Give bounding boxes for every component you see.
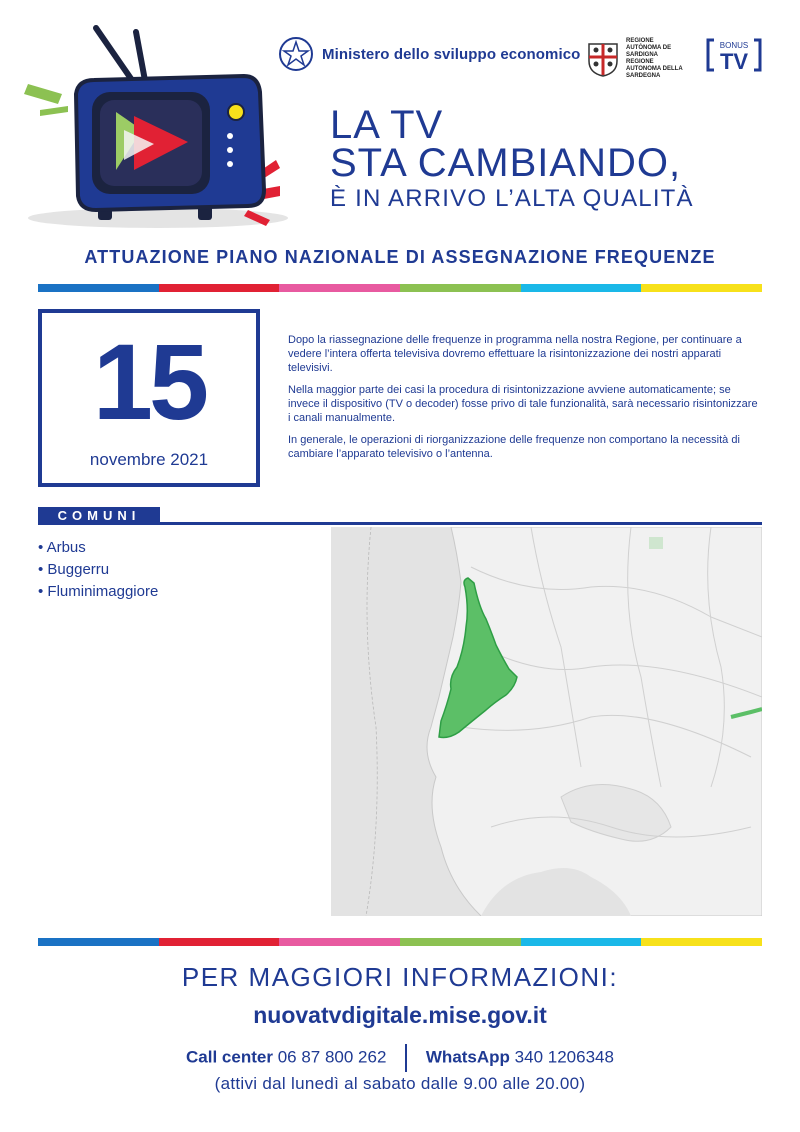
contact-separator bbox=[405, 1044, 407, 1072]
headline bbox=[330, 103, 770, 214]
color-stripe-bottom bbox=[38, 938, 762, 946]
stripe-segment bbox=[641, 938, 762, 946]
comune-item: • Arbus bbox=[38, 537, 158, 559]
region-logo bbox=[586, 38, 688, 80]
color-stripe-top bbox=[38, 284, 762, 292]
stripe-segment bbox=[641, 284, 762, 292]
headline-line-2: STA CAMBIANDO, bbox=[330, 141, 682, 185]
stripe-segment bbox=[521, 284, 642, 292]
opening-hours: (attivi dal lunedì al sabato dalle 9.00 alle 20.00) bbox=[214, 1074, 586, 1093]
info-text bbox=[288, 333, 758, 469]
stripe-segment bbox=[279, 284, 400, 292]
italian-emblem-icon bbox=[278, 36, 314, 72]
call-center-number[interactable]: 06 87 800 262 bbox=[277, 1047, 387, 1067]
stripe-segment bbox=[400, 284, 521, 292]
region-name-sardinian: REGIONE AUTÒNOMA DE SARDIGNA bbox=[626, 38, 672, 58]
info-paragraph-3: In generale, le operazioni di riorganizzazione delle frequenze non comportano la necessità di cambiare l’apparato televisivo o l’antenna. bbox=[288, 434, 740, 460]
headline-line-3: È IN ARRIVO L’ALTA QUALITÀ bbox=[330, 185, 694, 212]
date-month-year: novembre 2021 bbox=[89, 450, 209, 469]
tv-illustration bbox=[18, 20, 298, 235]
comune-item: • Fluminimaggiore bbox=[38, 581, 158, 603]
comuni-list bbox=[38, 537, 158, 603]
stripe-segment bbox=[521, 938, 642, 946]
contact-line bbox=[0, 1044, 800, 1072]
bonus-tv-logo bbox=[706, 38, 762, 72]
comuni-title: COMUNI bbox=[38, 507, 160, 525]
info-paragraph-2: Nella maggior parte dei casi la procedura di risintonizzazione avviene automaticamente; se invece il dispositivo (TV o decoder) fosse privo di tale funzionalità, sarà necessario risintonizzare i canali manualmente. bbox=[288, 384, 758, 424]
region-name-italian: REGIONE AUTONOMA DELLA SARDEGNA bbox=[626, 59, 683, 79]
whatsapp-label: WhatsApp bbox=[425, 1047, 510, 1067]
whatsapp-number[interactable]: 340 1206348 bbox=[514, 1047, 614, 1067]
call-center-label: Call center bbox=[186, 1047, 273, 1067]
stripe-segment bbox=[38, 938, 159, 946]
ministry-name: Ministero dello sviluppo economico bbox=[322, 45, 581, 63]
stripe-segment bbox=[279, 938, 400, 946]
stripe-segment bbox=[38, 284, 159, 292]
area-map bbox=[331, 527, 762, 916]
info-website-link[interactable]: nuovatvdigitale.mise.gov.it bbox=[253, 1002, 547, 1028]
date-box bbox=[38, 309, 260, 487]
subtitle: ATTUAZIONE PIANO NAZIONALE DI ASSEGNAZIONE FREQUENZE bbox=[84, 247, 716, 267]
more-info-title: PER MAGGIORI INFORMAZIONI: bbox=[181, 962, 619, 992]
date-day: 15 bbox=[92, 321, 206, 442]
info-paragraph-1: Dopo la riassegnazione delle frequenze in programma nella nostra Regione, per continuare a vedere l’intera offerta televisiva dovremo effettuare la risintonizzazione dei nostri apparati televisivi. bbox=[288, 334, 742, 374]
svg-text:BONUS: BONUS bbox=[719, 41, 749, 50]
region-crest-icon bbox=[586, 41, 620, 77]
comune-item: • Buggerru bbox=[38, 559, 158, 581]
headline-line-1: LA TV bbox=[330, 103, 444, 147]
stripe-segment bbox=[159, 284, 280, 292]
mise-logo bbox=[278, 36, 580, 72]
svg-text:TV: TV bbox=[719, 49, 749, 72]
stripe-segment bbox=[159, 938, 280, 946]
stripe-segment bbox=[400, 938, 521, 946]
